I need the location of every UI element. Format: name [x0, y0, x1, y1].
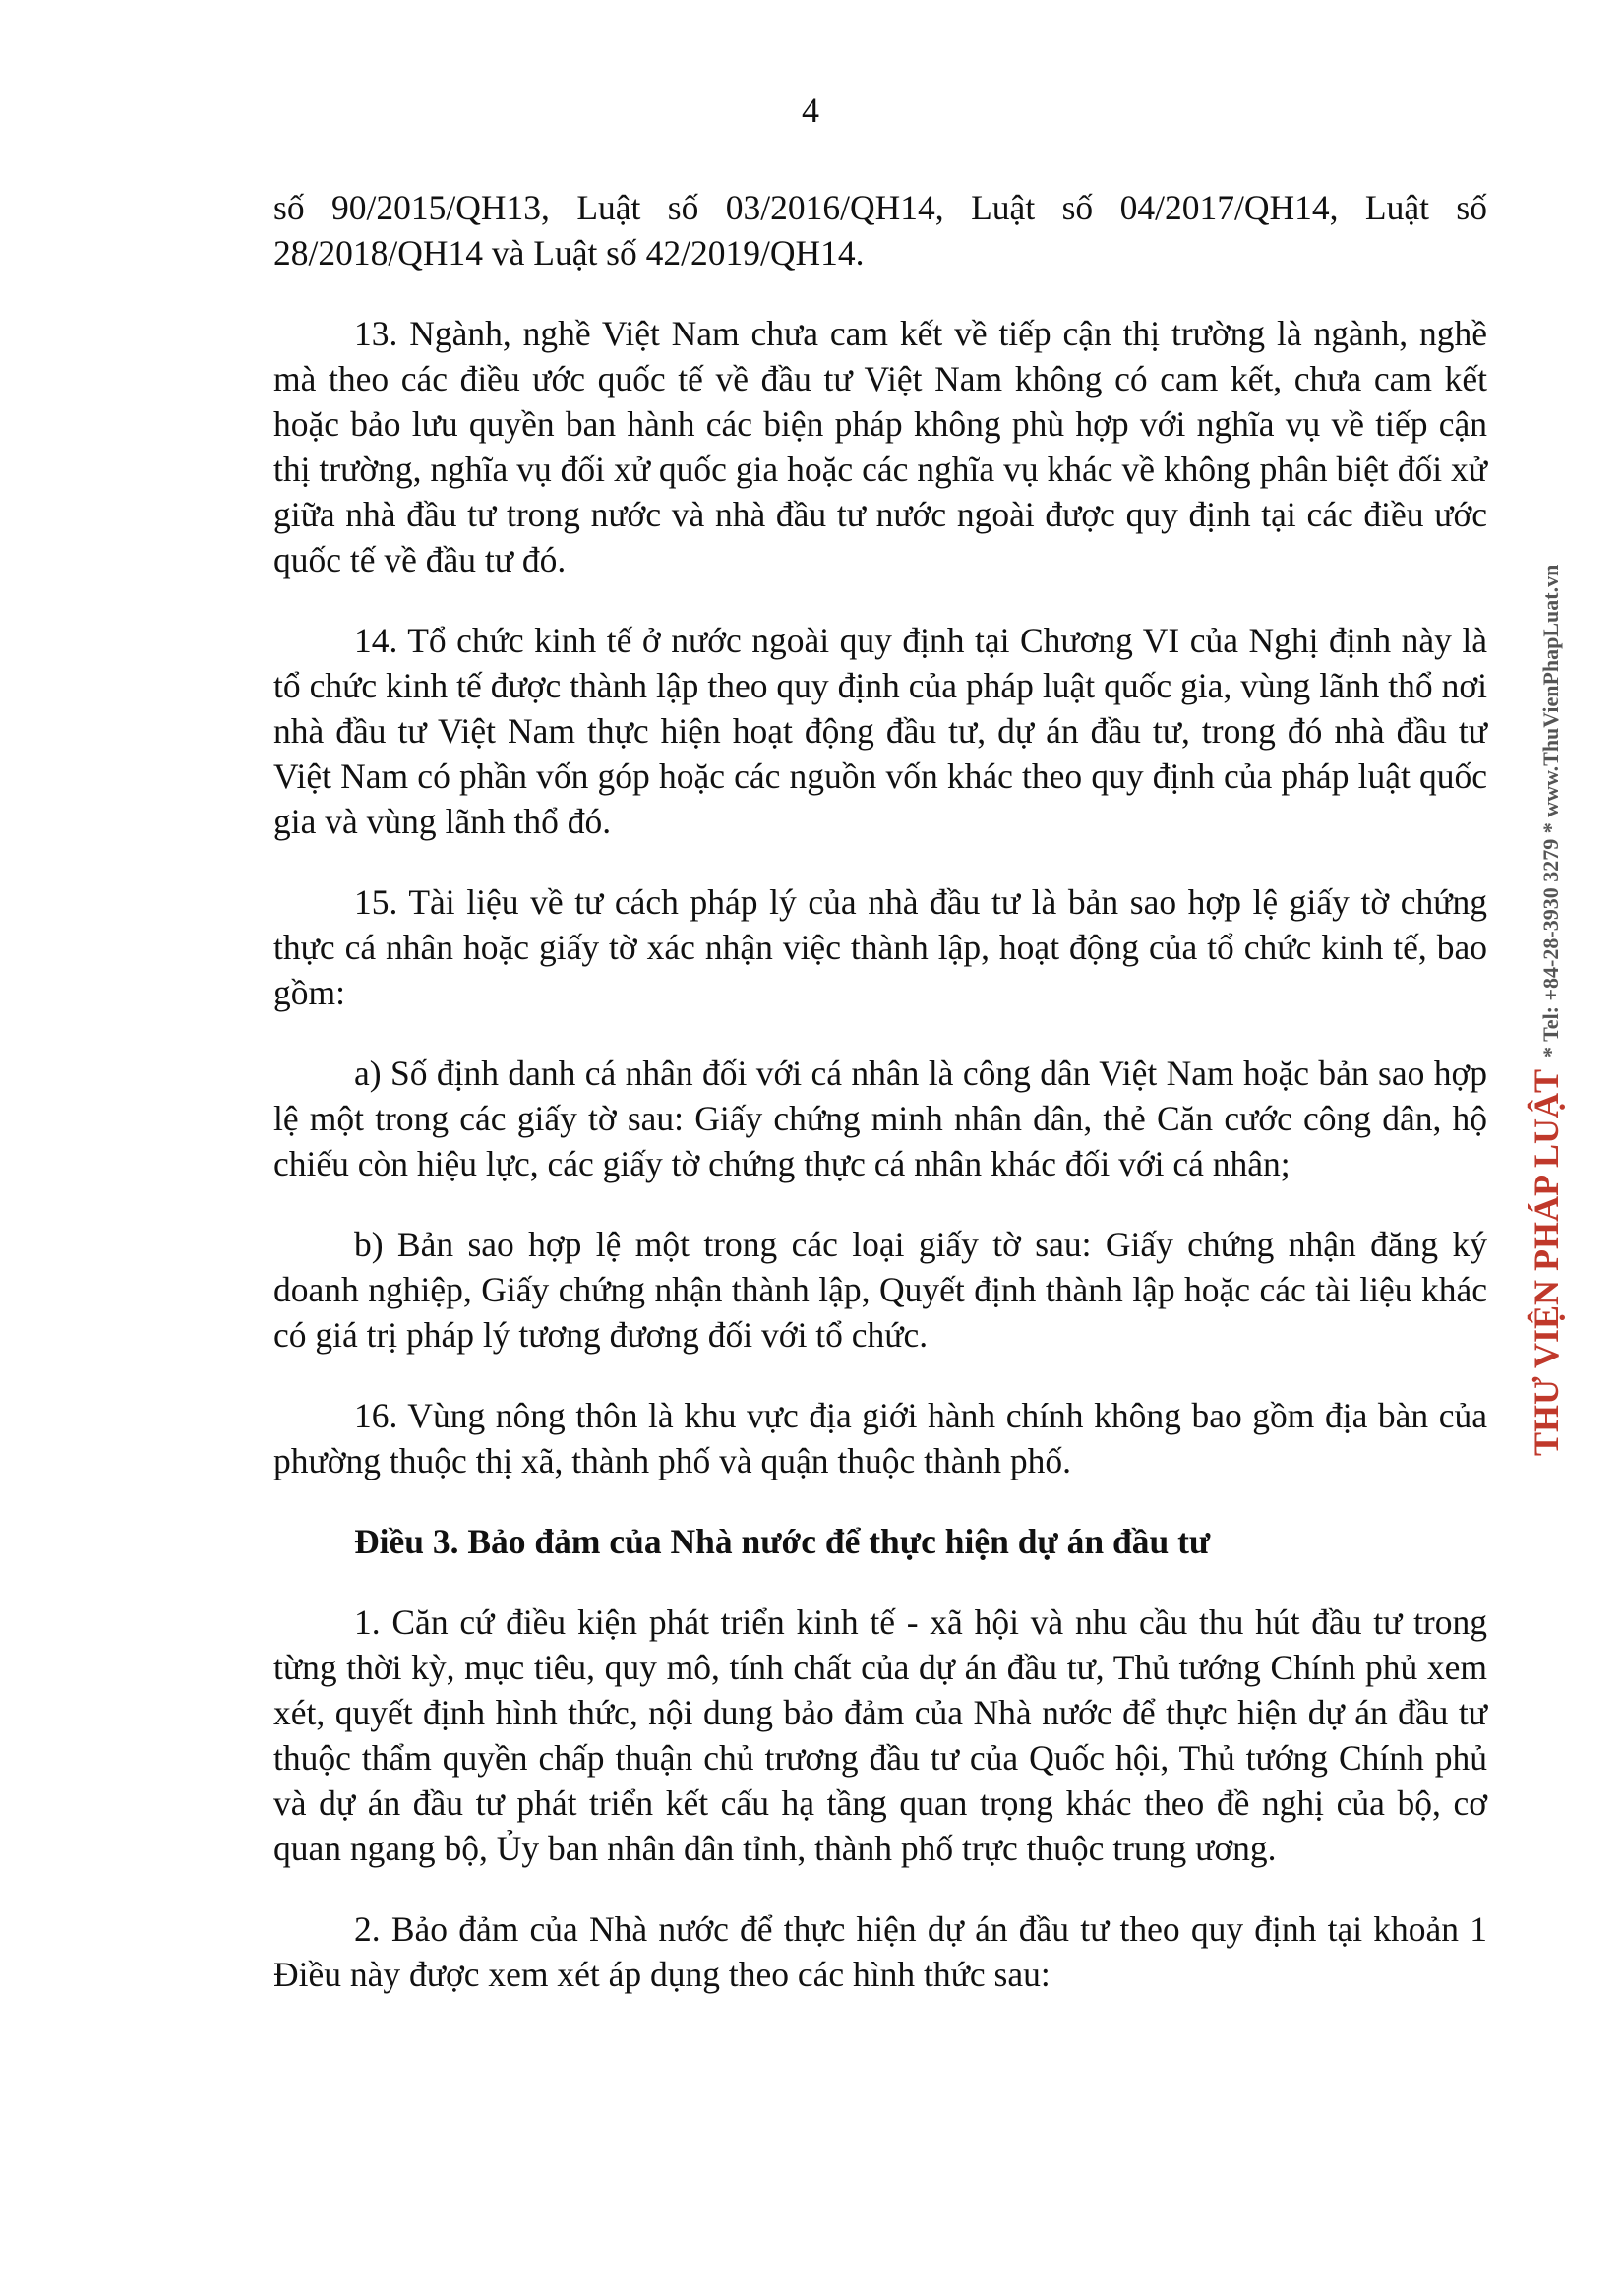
watermark-brand: THƯ VIỆN PHÁP LUẬT — [1527, 1068, 1566, 1456]
paragraph-continuation: số 90/2015/QH13, Luật số 03/2016/QH14, Luật số 04/2017/QH14, Luật số 28/2018/QH14 và Luật số 42/2019/QH14. — [273, 188, 1487, 272]
paragraph-15a: a) Số định danh cá nhân đối với cá nhân là công dân Việt Nam hoặc bản sao hợp lệ một trong các giấy tờ sau: Giấy chứng minh nhân dân, thẻ Căn cước công dân, hộ chiếu còn hiệu lực, các giấy tờ chứng thực cá nhân khác đối với cá nhân; — [273, 1054, 1487, 1183]
page-number: 4 — [802, 91, 819, 130]
paragraph-15: 15. Tài liệu về tư cách pháp lý của nhà đầu tư là bản sao hợp lệ giấy tờ chứng thực cá nhân hoặc giấy tờ xác nhận việc thành lập, hoạt động của tổ chức kinh tế, bao gồm: — [273, 882, 1487, 1012]
paragraph-14: 14. Tổ chức kinh tế ở nước ngoài quy định tại Chương VI của Nghị định này là tổ chức kinh tế được thành lập theo quy định của pháp luật quốc gia, vùng lãnh thổ nơi nhà đầu tư Việt Nam thực hiện hoạt động đầu tư, dự án đầu tư, trong đó nhà đầu tư Việt Nam có phần vốn góp hoặc các nguồn vốn khác theo quy định của pháp luật quốc gia và vùng lãnh thổ đó. — [273, 621, 1487, 841]
article-3-paragraph-1: 1. Căn cứ điều kiện phát triển kinh tế - xã hội và nhu cầu thu hút đầu tư trong từng thời kỳ, mục tiêu, quy mô, tính chất của dự án đầu tư, Thủ tướng Chính phủ xem xét, quyết định hình thức, nội dung bảo đảm của Nhà nước để thực hiện dự án đầu tư thuộc thẩm quyền chấp thuận chủ trương đầu tư của Quốc hội, Thủ tướng Chính phủ và dự án đầu tư phát triển kết cấu hạ tầng quan trọng khác theo đề nghị của bộ, cơ quan ngang bộ, Ủy ban nhân dân tỉnh, thành phố trực thuộc trung ương. — [273, 1602, 1487, 1868]
vertical-watermark — [1509, 521, 1588, 1466]
svg-text:THƯ VIỆN PHÁP LUẬT * Tel — [1527, 565, 1566, 1456]
article-3-paragraph-2: 2. Bảo đảm của Nhà nước để thực hiện dự án đầu tư theo quy định tại khoản 1 Điều này được xem xét áp dụng theo các hình thức sau: — [273, 1909, 1487, 1994]
paragraph-16: 16. Vùng nông thôn là khu vực địa giới hành chính không bao gồm địa bàn của phường thuộc thị xã, thành phố và quận thuộc thành phố. — [273, 1396, 1487, 1480]
article-3-heading: Điều 3. Bảo đảm của Nhà nước để thực hiện dự án đầu tư — [354, 1522, 1211, 1561]
paragraph-15b: b) Bản sao hợp lệ một trong các loại giấy tờ sau: Giấy chứng nhận đăng ký doanh nghiệp, Giấy chứng nhận thành lập, Quyết định thành lập hoặc các tài liệu khác có giá trị pháp lý tương đương đối với tổ chức. — [273, 1225, 1487, 1355]
document-body — [273, 185, 1487, 2032]
watermark-contact: * Tel: +84-28-3930 3279 * www.ThuVienPhapLuat.vn — [1538, 564, 1563, 1057]
paragraph-13: 13. Ngành, nghề Việt Nam chưa cam kết về tiếp cận thị trường là ngành, nghề mà theo các điều ước quốc tế về đầu tư Việt Nam không có cam kết, chưa cam kết hoặc bảo lưu quyền ban hành các biện pháp không phù hợp với nghĩa vụ về tiếp cận thị trường, nghĩa vụ đối xử quốc gia hoặc các nghĩa vụ khác về không phân biệt đối xử giữa nhà đầu tư trong nước và nhà đầu tư nước ngoài được quy định tại các điều ước quốc tế về đầu tư đó. — [273, 314, 1487, 579]
